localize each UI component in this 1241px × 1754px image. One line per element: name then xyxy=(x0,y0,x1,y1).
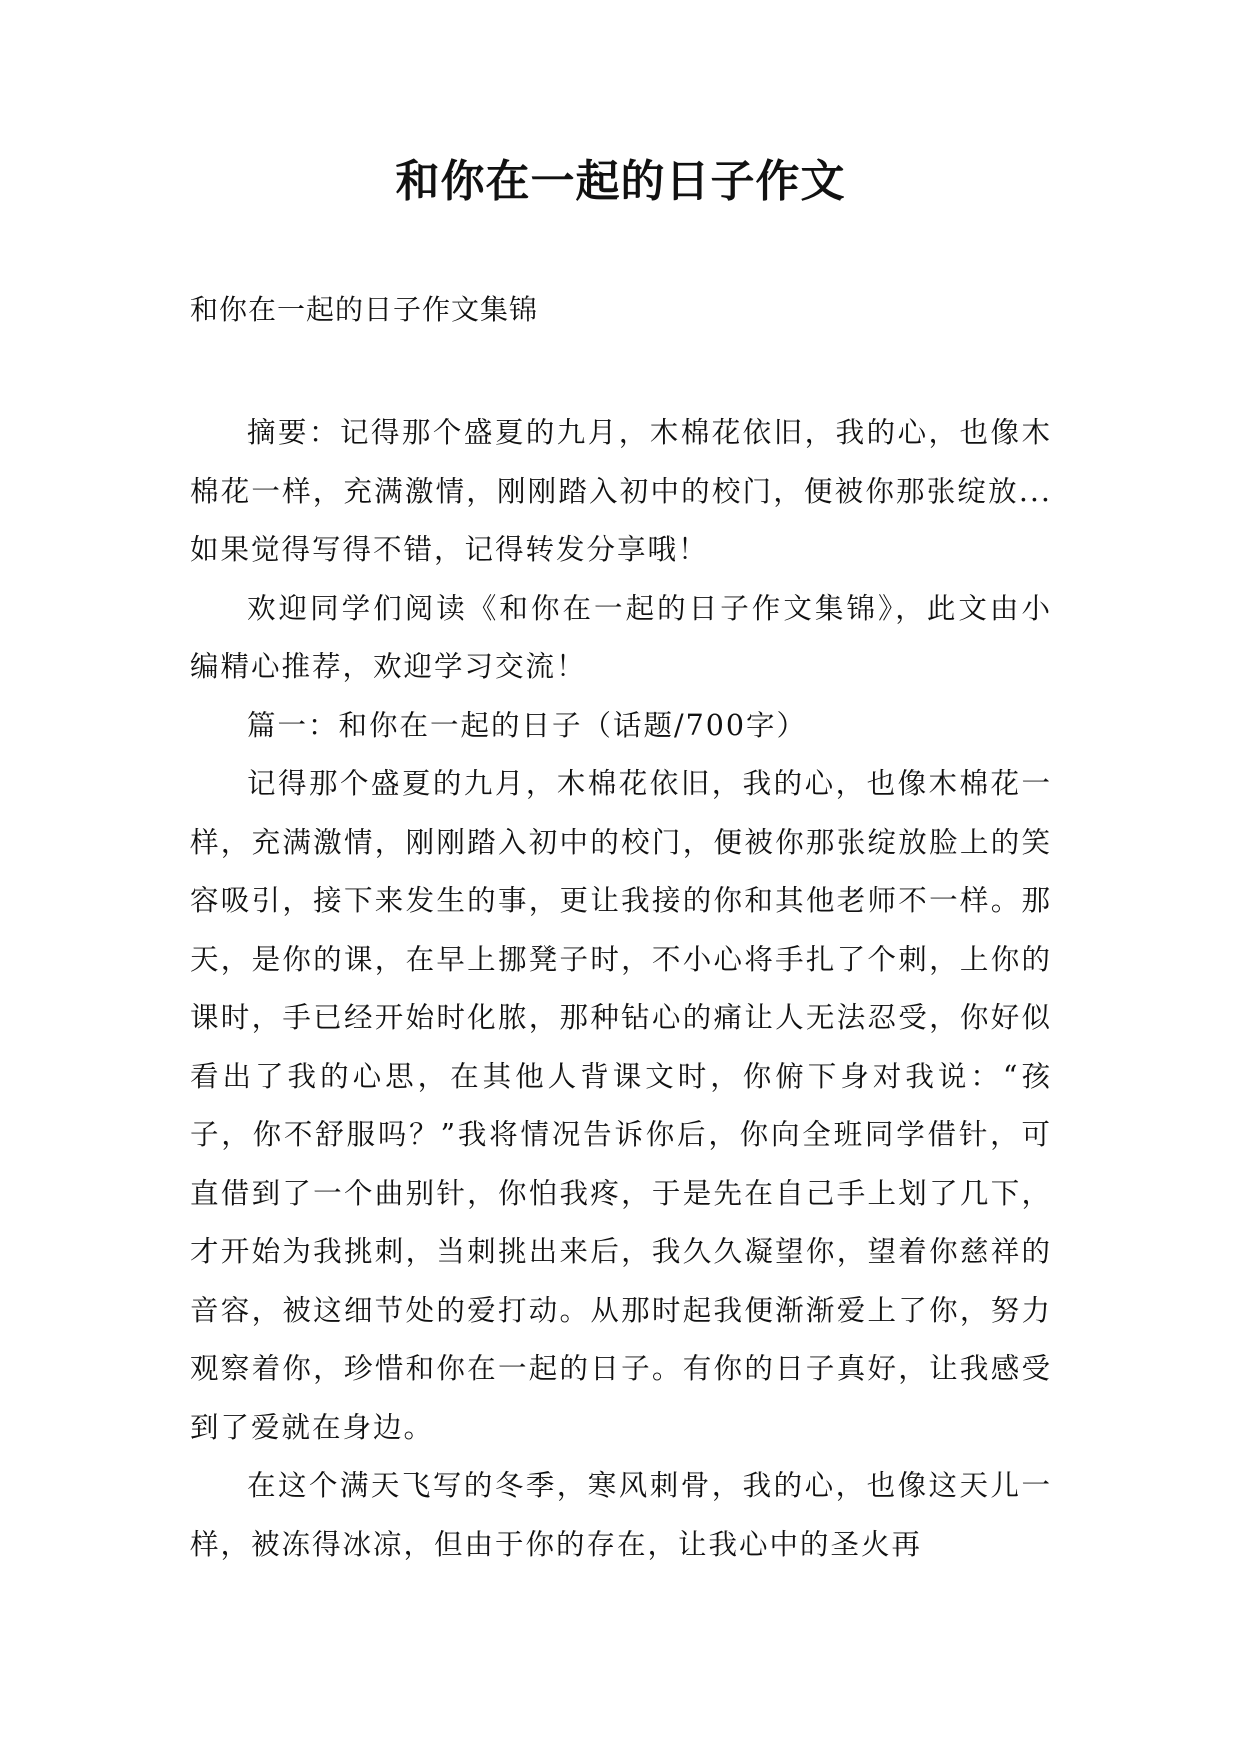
intro-paragraph: 欢迎同学们阅读《和你在一起的日子作文集锦》，此文由小编精心推荐，欢迎学习交流！ xyxy=(190,591,1052,683)
document-subtitle: 和你在一起的日子作文集锦 xyxy=(190,293,539,326)
section-heading: 篇一：和你在一起的日子（话题/700字） xyxy=(247,708,808,742)
abstract-paragraph: 摘要：记得那个盛夏的九月，木棉花依旧，我的心，也像木棉花一样，充满激情，刚刚踏入初中的校门，便被你那张绽放... 如果觉得写得不错，记得转发分享哦！ xyxy=(190,416,1052,566)
body-paragraph: 在这个满天飞写的冬季，寒风刺骨，我的心，也像这天儿一样，被冻得冰凉，但由于你的存在，让我心中的圣火再 xyxy=(190,1469,1052,1561)
body-paragraph: 记得那个盛夏的九月，木棉花依旧，我的心，也像木棉花一样，充满激情，刚刚踏入初中的校门，便被你那张绽放脸上的笑容吸引，接下来发生的事，更让我接的你和其他老师不一样。那天，是你的课，在早上挪凳子时，不小心将手扎了个刺，上你的课时，手已经开始时化脓，那种钻心的痛让人无法忍受，你好似看出了我的心思，在其他人背课文时，你俯下身对我说：“孩子，你不舒服吗？”我将情况告诉你后，你向全班同学借针，可直借到了一个曲别针，你怕我疼，于是先在自己手上划了几下，才开始为我挑刺，当刺挑出来后，我久久凝望你，望着你慈祥的音容，被这细节处的爱打动。从那时起我便渐渐爱上了你，努力观察着你，珍惜和你在一起的日子。有你的日子真好，让我感受到了爱就在身边。 xyxy=(190,767,1052,1444)
document-body xyxy=(190,404,1052,1574)
document-title: 和你在一起的日子作文 xyxy=(395,156,846,207)
